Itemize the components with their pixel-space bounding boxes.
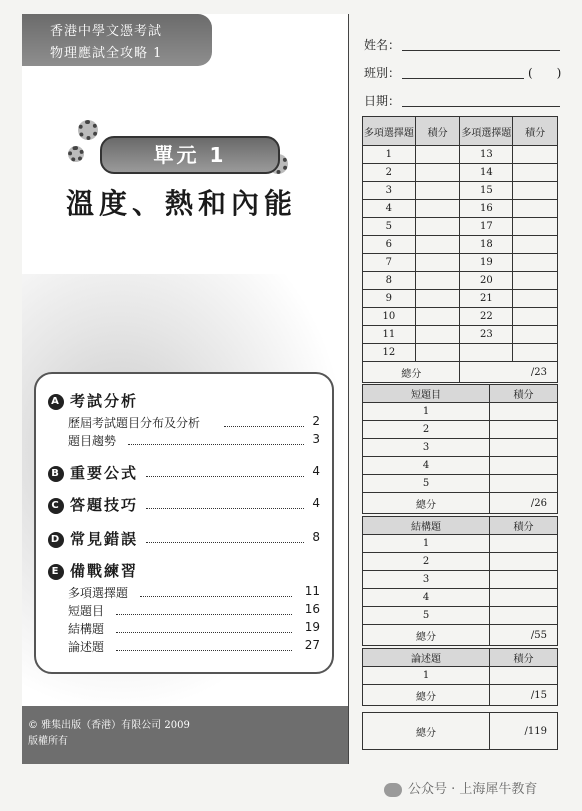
- mc-total: /23: [460, 362, 558, 383]
- grand-total: /119: [490, 713, 558, 750]
- mc-score-header: 積分: [415, 117, 460, 146]
- mc-score-cell[interactable]: [415, 218, 460, 236]
- mc-score-cell[interactable]: [513, 308, 558, 326]
- gear-icon: [68, 146, 84, 162]
- short-total-label: 總分: [363, 493, 490, 514]
- toc-section-e: [48, 560, 138, 581]
- struct-q-header: 結構題: [363, 517, 490, 535]
- short-question-number: 4: [363, 457, 490, 475]
- toc-page: 4: [312, 464, 320, 478]
- short-question-number: 3: [363, 439, 490, 457]
- mc-score-cell[interactable]: [415, 308, 460, 326]
- rights-text: 版權所有: [28, 736, 68, 747]
- mc-score-cell[interactable]: [415, 272, 460, 290]
- mc-q-header: 多項選擇題: [460, 117, 513, 146]
- mc-score-cell[interactable]: [513, 344, 558, 362]
- mc-score-cell[interactable]: [415, 344, 460, 362]
- mc-question-number: 23: [460, 326, 513, 344]
- toc-page: 3: [312, 432, 320, 446]
- mc-question-number: 16: [460, 200, 513, 218]
- essay-score-header: 積分: [490, 649, 558, 667]
- short-score-cell[interactable]: [490, 457, 558, 475]
- mc-score-cell[interactable]: [415, 254, 460, 272]
- grand-total-table: [362, 712, 558, 750]
- mc-question-number: 17: [460, 218, 513, 236]
- toc-section-title: 備戰練習: [70, 562, 139, 580]
- section-marker-icon: D: [48, 532, 64, 548]
- toc-section-title: 常見錯誤: [70, 530, 139, 548]
- mc-score-cell[interactable]: [513, 218, 558, 236]
- short-score-cell[interactable]: [490, 403, 558, 421]
- mc-question-number: [460, 344, 513, 362]
- mc-question-number: 22: [460, 308, 513, 326]
- toc-section-title: 重要公式: [70, 464, 139, 482]
- leader-dots: [146, 476, 304, 477]
- short-question-number: 5: [363, 475, 490, 493]
- mc-question-number: 5: [363, 218, 416, 236]
- mc-score-cell[interactable]: [415, 146, 460, 164]
- mc-score-cell[interactable]: [415, 182, 460, 200]
- mc-question-number: 19: [460, 254, 513, 272]
- class-field[interactable]: [402, 78, 524, 79]
- struct-question-number: 5: [363, 607, 490, 625]
- watermark-text: 公众号 · 上海犀牛教育: [408, 782, 538, 797]
- toc-section-d: [48, 528, 138, 549]
- short-total: /26: [490, 493, 558, 514]
- section-marker-icon: A: [48, 394, 64, 410]
- toc-page: 11: [304, 584, 320, 598]
- toc-section-a: [48, 390, 138, 411]
- toc-item: 歷屆考試題目分布及分析: [68, 416, 201, 430]
- mc-question-number: 11: [363, 326, 416, 344]
- copyright-text: © 雅集出版（香港）有限公司 2009: [28, 720, 190, 731]
- mc-score-cell[interactable]: [513, 290, 558, 308]
- divider: [348, 14, 349, 764]
- leader-dots: [146, 542, 304, 543]
- mc-question-number: 9: [363, 290, 416, 308]
- mc-score-cell[interactable]: [415, 326, 460, 344]
- mc-question-number: 18: [460, 236, 513, 254]
- toc-item: 多項選擇題: [68, 586, 129, 600]
- mc-question-number: 6: [363, 236, 416, 254]
- struct-question-number: 3: [363, 571, 490, 589]
- leader-dots: [224, 426, 304, 427]
- mc-question-number: 3: [363, 182, 416, 200]
- short-question-number: 1: [363, 403, 490, 421]
- chapter-title: 溫度、熱和內能: [66, 187, 298, 220]
- essay-q-header: 論述題: [363, 649, 490, 667]
- struct-question-number: 4: [363, 589, 490, 607]
- struct-score-cell[interactable]: [490, 589, 558, 607]
- mc-score-cell[interactable]: [513, 200, 558, 218]
- section-marker-icon: C: [48, 498, 64, 514]
- leader-dots: [116, 650, 292, 651]
- series-tab: [22, 14, 212, 66]
- toc-page: 19: [304, 620, 320, 634]
- mc-score-cell[interactable]: [513, 254, 558, 272]
- series-line-2: 物理應試全攻略 1: [50, 46, 163, 61]
- struct-score-cell[interactable]: [490, 553, 558, 571]
- mc-question-number: 2: [363, 164, 416, 182]
- struct-score-cell[interactable]: [490, 607, 558, 625]
- grand-total-label: 總分: [363, 713, 490, 750]
- struct-question-number: 2: [363, 553, 490, 571]
- mc-score-cell[interactable]: [513, 164, 558, 182]
- toc-section-title: 答題技巧: [70, 496, 139, 514]
- struct-question-number: 1: [363, 535, 490, 553]
- table-of-contents: [34, 372, 334, 674]
- mc-q-header: 多項選擇題: [363, 117, 416, 146]
- struct-score-header: 積分: [490, 517, 558, 535]
- watermark: [384, 778, 537, 797]
- mc-question-number: 14: [460, 164, 513, 182]
- struct-total-label: 總分: [363, 625, 490, 646]
- name-label: 姓名：: [364, 38, 401, 52]
- mc-question-number: 4: [363, 200, 416, 218]
- mc-question-number: 21: [460, 290, 513, 308]
- mc-score-table: [362, 116, 558, 383]
- mc-question-number: 13: [460, 146, 513, 164]
- struct-score-cell[interactable]: [490, 571, 558, 589]
- series-line-1: 香港中學文憑考試: [50, 24, 163, 39]
- gear-icon: [78, 120, 98, 140]
- toc-page: 2: [312, 414, 320, 428]
- short-question-number: 2: [363, 421, 490, 439]
- toc-page: 4: [312, 496, 320, 510]
- name-field[interactable]: [402, 50, 560, 51]
- toc-section-title: 考試分析: [70, 392, 139, 410]
- struct-total: /55: [490, 625, 558, 646]
- toc-section-b: [48, 462, 138, 483]
- mc-question-number: 12: [363, 344, 416, 362]
- section-marker-icon: E: [48, 564, 64, 580]
- section-marker-icon: B: [48, 466, 64, 482]
- toc-item: 結構題: [68, 622, 105, 636]
- mc-total-label: 總分: [363, 362, 460, 383]
- mc-question-number: 1: [363, 146, 416, 164]
- short-score-cell[interactable]: [490, 439, 558, 457]
- short-q-header: 短題目: [363, 385, 490, 403]
- mc-score-cell[interactable]: [415, 290, 460, 308]
- essay-score-cell[interactable]: [490, 667, 558, 685]
- copyright-bar: [22, 706, 348, 764]
- toc-page: 16: [304, 602, 320, 616]
- leader-dots: [116, 614, 292, 615]
- short-score-cell[interactable]: [490, 475, 558, 493]
- mc-score-cell[interactable]: [513, 236, 558, 254]
- short-score-table: [362, 384, 558, 514]
- mc-score-cell[interactable]: [513, 272, 558, 290]
- essay-score-table: [362, 648, 558, 706]
- toc-section-c: [48, 494, 138, 515]
- essay-total: /15: [490, 685, 558, 706]
- leader-dots: [128, 444, 304, 445]
- mc-score-cell[interactable]: [415, 200, 460, 218]
- mc-score-cell[interactable]: [415, 236, 460, 254]
- class-number-field[interactable]: ( ): [528, 66, 562, 80]
- mc-score-cell[interactable]: [415, 164, 460, 182]
- toc-page: 8: [312, 530, 320, 544]
- essay-total-label: 總分: [363, 685, 490, 706]
- mc-score-cell[interactable]: [513, 326, 558, 344]
- mc-score-cell[interactable]: [513, 146, 558, 164]
- leader-dots: [140, 596, 292, 597]
- leader-dots: [116, 632, 292, 633]
- struct-score-cell[interactable]: [490, 535, 558, 553]
- leader-dots: [146, 508, 304, 509]
- mc-question-number: 20: [460, 272, 513, 290]
- struct-score-table: [362, 516, 558, 646]
- date-field[interactable]: [402, 106, 560, 107]
- short-score-cell[interactable]: [490, 421, 558, 439]
- mc-question-number: 8: [363, 272, 416, 290]
- wechat-icon: [384, 783, 402, 797]
- essay-question-number: 1: [363, 667, 490, 685]
- toc-item: 題目趨勢: [68, 434, 117, 448]
- unit-badge: 單元 1: [100, 136, 280, 174]
- mc-score-cell[interactable]: [513, 182, 558, 200]
- score-sheet: [350, 14, 572, 764]
- mc-question-number: 7: [363, 254, 416, 272]
- toc-page: 27: [304, 638, 320, 652]
- mc-question-number: 10: [363, 308, 416, 326]
- toc-item: 論述題: [68, 640, 105, 654]
- date-label: 日期：: [364, 94, 401, 108]
- short-score-header: 積分: [490, 385, 558, 403]
- mc-question-number: 15: [460, 182, 513, 200]
- toc-item: 短題目: [68, 604, 105, 618]
- mc-score-header: 積分: [513, 117, 558, 146]
- class-label: 班別：: [364, 66, 401, 80]
